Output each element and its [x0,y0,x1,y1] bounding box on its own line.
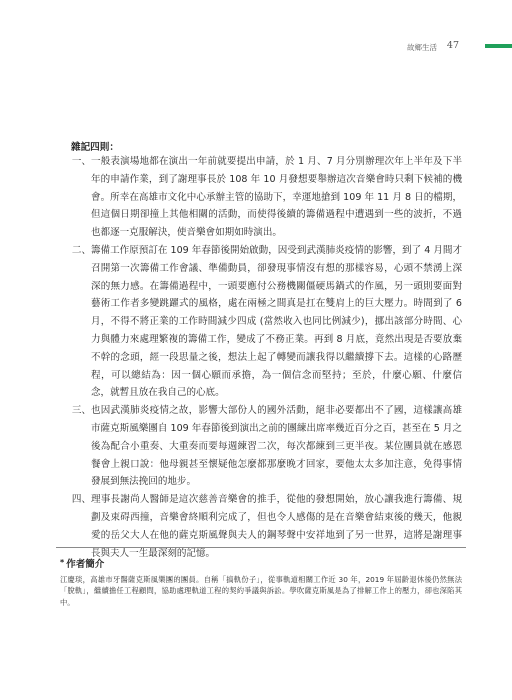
note-marker: 二、 [71,244,91,256]
notes-list [56,153,462,562]
footnote-star: * [60,558,65,567]
note-item-2 [56,242,462,402]
note-text: 一般表演場地都在演出一年前就要提出申請，於 1 月、7 月分別辦理次年上半年及下半年的申請作業，到了謝理事長於 108 年 10 月發想要舉辦這次音樂會時只剩下候補的機會。所幸在高雄市文化中心承辦主管的協助下，幸運地搶到 109 年 11 月 8 日的檔期，但這個日期卻撞上其他相關的活動，而使得後續的籌備過程中遭遇到一些的波折，不過也都逐一克服解決，使音樂會如期如時演出。 [91,156,462,239]
author-heading-label: 作者簡介 [66,559,105,570]
note-text: 也因武漢肺炎疫情之故，影響大部份人的國外活動，絕非必要都出不了國，這樣讓高雄市薩克斯風樂團自 109 年春節後到演出之前的團練出席率幾近百分之百，甚至在 5 月之後為配合小重奏、大重奏而要每週練習二次，每次都練到三更半夜。某位團員就在感恩餐會上親口說：他母親甚至懷疑他怎麼都那麼晚才回家，要他太太多加注意，免得事情發展到無法挽回的地步。 [91,405,462,488]
note-marker: 三、 [71,405,91,417]
note-item-4 [56,491,462,562]
footnote-divider [56,547,466,548]
accent-bar [485,44,512,48]
page-header [0,40,512,54]
note-marker: 四、 [71,494,91,506]
note-text: 理事長謝尚人醫師是這次慈善音樂會的推手，從他的發想開始，放心讓我進行籌備、規劃及束碍西撞，音樂會終順利完成了，但也令人感傷的是在音樂會結束後的幾天，他親愛的岳父大人在他的薩克斯風聲與夫人的鋼琴聲中安祥地到了另一世界，這將是謝理事長與夫人一生最深刻的記憶。 [91,494,462,559]
running-title: 故鄉生活 [407,43,437,52]
page-number: 47 [446,40,459,51]
note-item-1 [56,153,462,242]
note-text: 籌備工作原預訂在 109 年春節後開始啟動，因受到武漢肺炎疫情的影響，到了 4 月間才召開第一次籌備工作會議、準備動員，卻發現事情沒有想的那樣容易，心頭不禁湧上深深的無力感。在籌備過程中，一頭要應付公務機關僵硬馬鍋式的作風，另一頭則要面對藝術工作者多變跳躍式的風格，處在兩極之間真是扛在雙肩上的巨大壓力。時間到了 6 月，不得不將正業的工作時間減少四成 (當然收入也同比例減少)，挪出該部分時間、心力與體力來處理繁複的籌備工作，變成了不務正業。再到 8 月底，竟然出現是否要放棄不幹的念頭，經一段思量之後，想法上起了轉變而讓我得以繼續撐下去。這樣的心路歷程，可以總結為：因一個心願而承擔，為一個信念而堅持；至於，什麼心願、什麼信念，就暫且放在我自己的心底。 [91,244,462,399]
note-item-3 [56,402,462,491]
author-bio: 江慶琰，高雄市牙醫薩克斯風樂團的團員。自稱「搞軌份子」，從事軌道相關工作近 30 年，2019 年屆齡退休後仍然無法「脫軌」，繼續擔任工程顧問，協助處理軌道工程的契約爭議與訴訟。學吹薩克斯風是為了排解工作上的壓力，卻也深陷其中。 [60,575,462,607]
notes-title: 雜記四則： [71,142,119,153]
author-heading [60,556,104,570]
note-marker: 一、 [71,156,91,167]
